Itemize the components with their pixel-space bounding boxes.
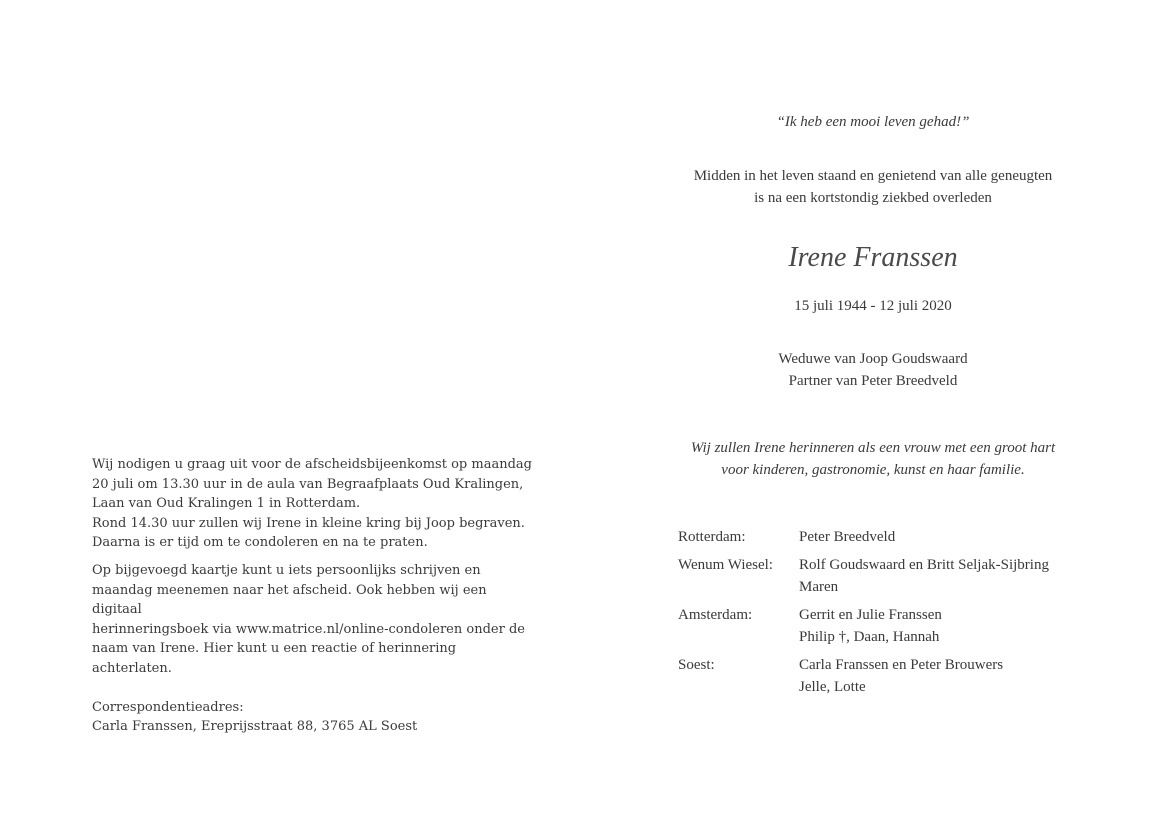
invitation-paragraph-2 [92, 561, 532, 679]
text-line: Daarna is er tijd om te condoleren en na te praten. [92, 535, 428, 551]
intro-text [678, 165, 1068, 209]
life-dates: 15 juli 1944 - 12 juli 2020 [794, 298, 952, 314]
family-name-line: Jelle, Lotte [799, 679, 866, 695]
widow-of: Weduwe van Joop Goudswaard [778, 351, 968, 367]
text-line: Op bijgevoegd kaartje kunt u iets persoonlijks schrijven en [92, 562, 481, 578]
family-name-line: Maren [799, 579, 839, 595]
family-name-line: Rolf Goudswaard en Britt Seljak-Sijbring [799, 557, 1049, 573]
partner-of: Partner van Peter Breedveld [788, 373, 958, 389]
text-line: Rond 14.30 uur zullen wij Irene in kleine kring bij Joop begraven. [92, 515, 525, 531]
invitation-paragraph-1 [92, 455, 532, 553]
family-names [799, 654, 1078, 698]
family-place: Rotterdam: [678, 529, 746, 545]
text-line: Wij nodigen u graag uit voor de afscheidsbijeenkomst op maandag [92, 457, 532, 472]
family-place: Soest: [678, 657, 715, 673]
family-place: Amsterdam: [678, 607, 753, 623]
relations [678, 348, 1068, 392]
text-line: naam van Irene. Hier kunt u een reactie of herinnering achterlaten. [92, 641, 457, 676]
text-line: herinneringsboek via www.matrice.nl/online-condoleren onder de [92, 621, 525, 637]
family-name-line: Carla Franssen en Peter Brouwers [799, 657, 1004, 673]
text-line: 20 juli om 13.30 uur in de aula van Begraafplaats Oud Kralingen, [92, 476, 524, 492]
family-names [799, 554, 1078, 598]
deceased-name: Irene Franssen [788, 242, 958, 273]
text-line: Laan van Oud Kralingen 1 in Rotterdam. [92, 496, 361, 512]
correspondence-address: Carla Franssen, Ereprijsstraat 88, 3765 AL Soest [92, 719, 418, 735]
text-line: maandag meenemen naar het afscheid. Ook hebben wij een digitaal [92, 582, 487, 618]
intro-line: Midden in het leven staand en genietend van alle geneugten [693, 168, 1053, 184]
correspondence-label: Correspondentieadres: [92, 699, 244, 715]
family-place: Wenum Wiesel: [678, 557, 773, 573]
invitation-block [92, 455, 532, 737]
correspondence-block [92, 698, 532, 737]
family-row [678, 554, 1078, 598]
intro-line: is na een kortstondig ziekbed overleden [754, 190, 992, 206]
family-row [678, 604, 1078, 648]
family-name-line: Gerrit en Julie Franssen [799, 607, 942, 623]
family-row [678, 526, 1078, 548]
family-row [678, 654, 1078, 698]
family-names [799, 604, 1078, 648]
quote: “Ik heb een mooi leven gehad!” [776, 114, 970, 130]
memory-text [678, 437, 1068, 481]
memory-line: voor kinderen, gastronomie, kunst en haar familie. [721, 462, 1025, 478]
family-names [799, 526, 1078, 548]
family-name-line: Philip †, Daan, Hannah [799, 629, 940, 645]
memory-line: Wij zullen Irene herinneren als een vrouw met een groot hart [690, 440, 1056, 456]
family-name-line: Peter Breedveld [799, 529, 896, 545]
family-list [678, 526, 1078, 704]
